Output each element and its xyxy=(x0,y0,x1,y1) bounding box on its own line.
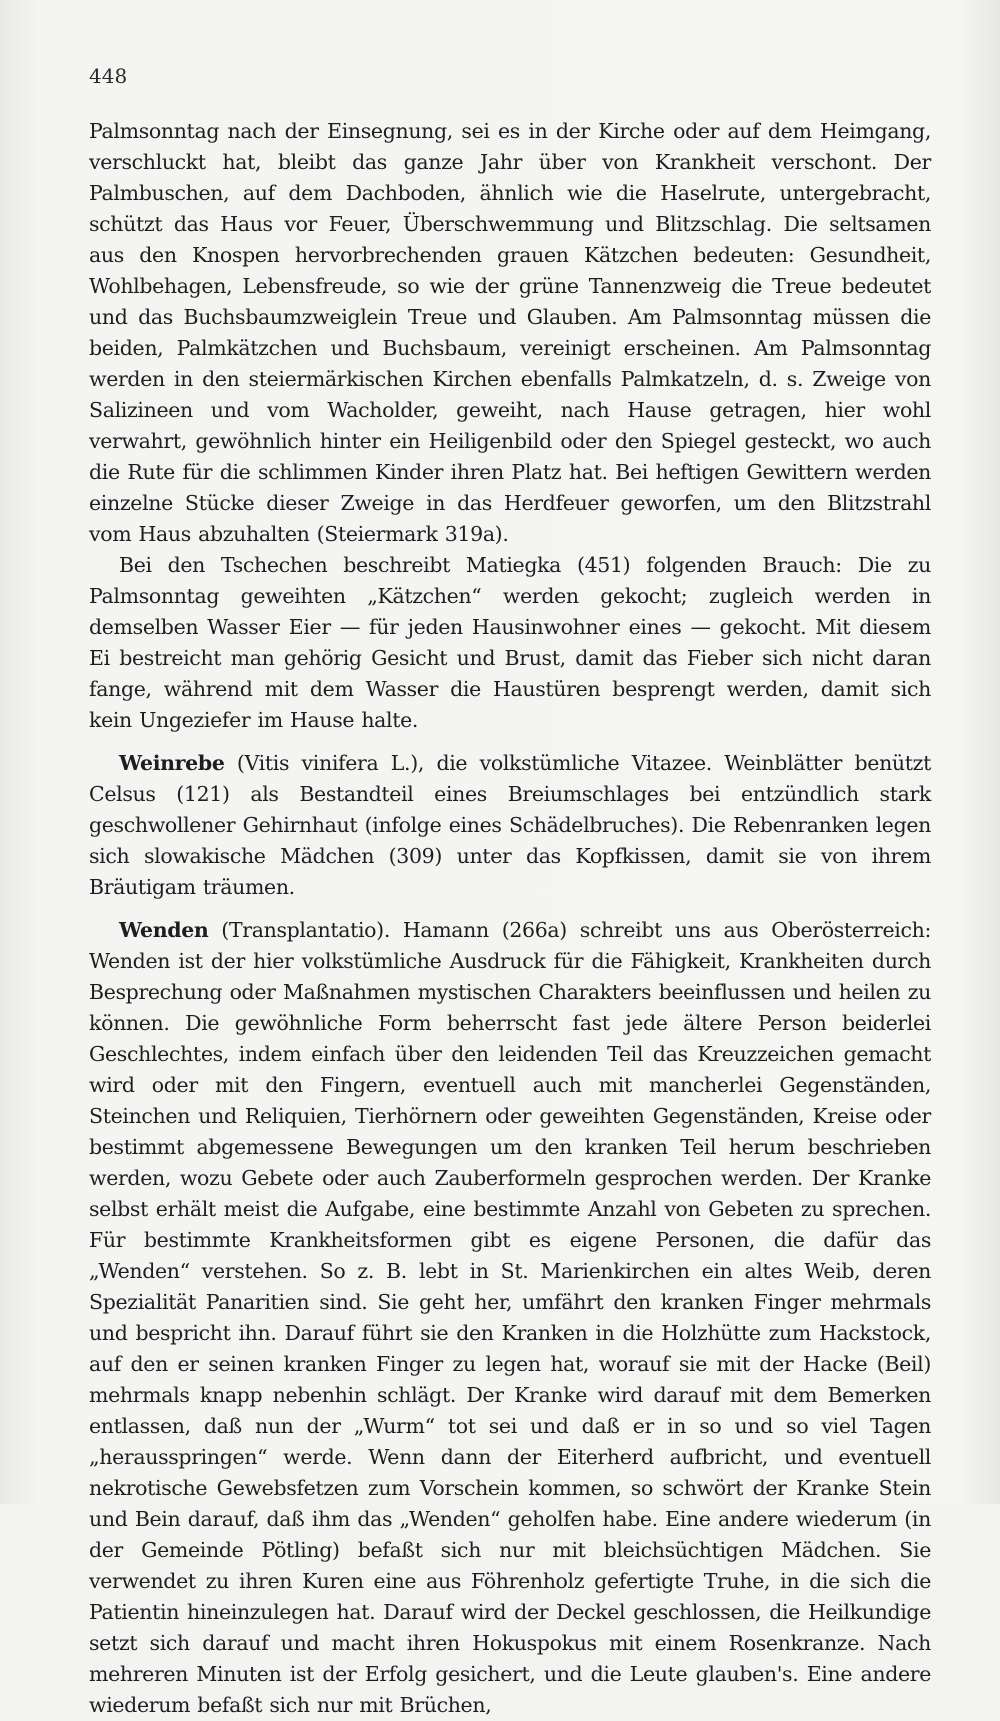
paragraph-gap xyxy=(89,903,931,915)
entry-body-weinrebe: (Vitis vinifera L.), die volkstümliche Vitazee. Weinblätter benützt Celsus (121) als Bestandteil eines Breiumschlages bei entzündlich stark geschwollener Gehirnhaut (infolge eines Schädelbruches). Die Rebenranken legen sich slowakische Mädchen (309) unter das Kopfkissen, damit sie von ihrem Bräutigam träumen. xyxy=(89,751,931,899)
paragraph-weinrebe xyxy=(89,748,931,903)
entry-heading-weinrebe: Weinrebe xyxy=(119,751,225,775)
body-text xyxy=(89,116,931,1721)
paragraph-wenden xyxy=(89,915,931,1721)
entry-heading-wenden: Wenden xyxy=(119,918,209,942)
page-number: 448 xyxy=(89,64,128,88)
paragraph-palmsonntag: Palmsonntag nach der Einsegnung, sei es in der Kirche oder auf dem Heimgang, verschluckt hat, bleibt das ganze Jahr über von Krankheit verschont. Der Palmbuschen, auf dem Dachboden, ähnlich wie die Haselrute, untergebracht, schützt das Haus vor Feuer, Überschwemmung und Blitzschlag. Die seltsamen aus den Knospen hervorbrechenden grauen Kätzchen bedeuten: Gesundheit, Wohlbehagen, Lebensfreude, so wie der grüne Tannenzweig die Treue bedeutet und das Buchsbaumzweiglein Treue und Glauben. Am Palmsonntag müssen die beiden, Palmkätzchen und Buchsbaum, vereinigt erscheinen. Am Palmsonntag werden in den steiermärkischen Kirchen ebenfalls Palmkatzeln, d. s. Zweige von Salizineen und vom Wacholder, geweiht, nach Hause getragen, hier wohl verwahrt, gewöhnlich hinter ein Heiligenbild oder den Spiegel gesteckt, wo auch die Rute für die schlimmen Kinder ihren Platz hat. Bei heftigen Gewittern werden einzelne Stücke dieser Zweige in das Herdfeuer geworfen, um den Blitzstrahl vom Haus abzuhalten (Steiermark 319a). xyxy=(89,119,931,546)
entry-body-wenden: (Transplantatio). Hamann (266a) schreibt uns aus Oberösterreich: Wenden ist der hier volkstümliche Ausdruck für die Fähigkeit, Krankheiten durch Besprechung oder Maßnahmen mystischen Charakters beeinflussen und heilen zu können. Die gewöhnliche Form beherrscht fast jede ältere Person beiderlei Geschlechtes, indem einfach über den leidenden Teil das Kreuzzeichen gemacht wird oder mit den Fingern, eventuell auch mit mancherlei Gegenständen, Steinchen und Reliquien, Tierhörnern oder geweihten Gegenständen, Kreise oder bestimmt abgemessene Bewegungen um den kranken Teil herum beschrieben werden, wozu Gebete oder auch Zauberformeln gesprochen werden. Der Kranke selbst erhält meist die Aufgabe, eine bestimmte Anzahl von Gebeten zu sprechen. Für bestimmte Krankheitsformen gibt es eigene Personen, die dafür das „Wenden“ verstehen. So z. B. lebt in St. Marienkirchen ein altes Weib, deren Spezialität Panaritien sind. Sie geht her, umfährt den kranken Finger mehrmals und bespricht ihn. Darauf führt sie den Kranken in die Holzhütte zum Hackstock, auf den er seinen kranken Finger zu legen hat, worauf sie mit der Hacke (Beil) mehrmals knapp nebenhin schlägt. Der Kranke wird darauf mit dem Bemerken entlassen, daß nun der „Wurm“ tot sei und daß er in so und so viel Tagen „herausspringen“ werde. Wenn dann der Eiterherd aufbricht, und eventuell nekrotische Gewebsfetzen zum Vorschein kommen, so schwört der Kranke Stein und Bein darauf, daß ihm das „Wenden“ geholfen habe. Eine andere wiederum (in der Gemeinde Pötling) befaßt sich nur mit bleichsüchtigen Mädchen. Sie verwendet zu ihren Kuren eine aus Föhrenholz gefertigte Truhe, in die sich die Patientin hineinzulegen hat. Darauf wird der Deckel geschlossen, die Heilkundige setzt sich darauf und macht ihren Hokuspokus mit einem Rosenkranze. Nach mehreren Minuten ist der Erfolg gesichert, und die Leute glauben's. Eine andere wiederum befaßt sich nur mit Brüchen, xyxy=(89,918,931,1717)
paragraph-tschechen: Bei den Tschechen beschreibt Matiegka (451) folgenden Brauch: Die zu Palmsonntag geweihten „Kätzchen“ werden gekocht; zugleich werden in demselben Wasser Eier — für jeden Hausinwohner eines — gekocht. Mit diesem Ei bestreicht man gehörig Gesicht und Brust, damit das Fieber sich nicht daran fange, während mit dem Wasser die Haustüren besprengt werden, damit sich kein Ungeziefer im Hause halte. xyxy=(89,553,931,732)
paragraph-gap xyxy=(89,736,931,748)
